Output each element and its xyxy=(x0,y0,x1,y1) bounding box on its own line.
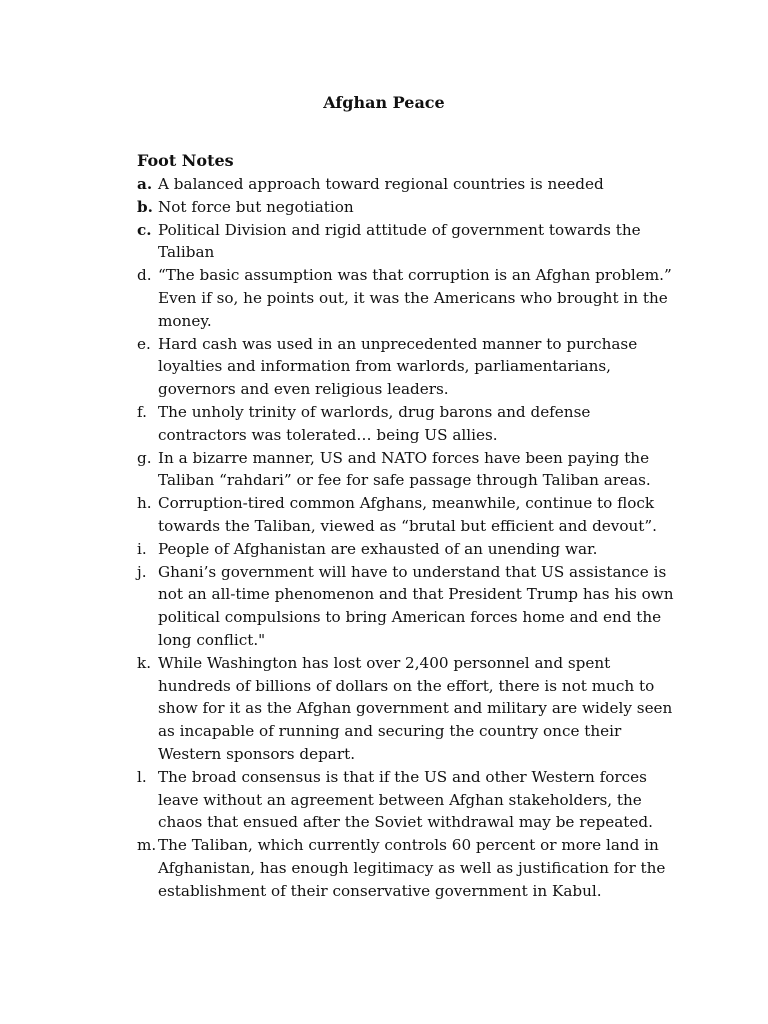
list-item-text: While Washington has lost over 2,400 personnel and spent hundreds of billions of dollars on the effort, there is not much to show for it as the Afghan government and military are widely seen as incapable of running and securing the country once their Western sponsors depart. xyxy=(158,653,673,763)
page-title: Afghan Peace xyxy=(323,93,445,112)
list-item-text: The broad consensus is that if the US and other Western forces leave without an agreement between Afghan stakeholders, the chaos that ensued after the Soviet withdrawal may be repeated. xyxy=(158,767,653,832)
list-item xyxy=(137,264,682,332)
list-item xyxy=(137,538,682,561)
list-marker: e. xyxy=(137,334,151,353)
list-item xyxy=(137,766,682,834)
list-item xyxy=(137,173,682,196)
list-marker: d. xyxy=(137,266,152,285)
list-item xyxy=(137,834,682,902)
list-marker: j. xyxy=(137,562,147,581)
section-heading: Foot Notes xyxy=(137,151,234,170)
list-item-text: A balanced approach toward regional countries is needed xyxy=(158,175,604,193)
list-marker: c. xyxy=(137,220,152,239)
list-item-text: The Taliban, which currently controls 60 percent or more land in Afghanistan, has enough legitimacy as well as justification for the establishment of their conservative government in Kabul. xyxy=(158,836,666,900)
list-item-text: Ghani’s government will have to understand that US assistance is not an all-time phenomenon and that President Trump has his own political compulsions to bring American forces home and end the long conflict." xyxy=(158,562,674,649)
list-item-text: Political Division and rigid attitude of government towards the Taliban xyxy=(158,220,641,262)
list-item xyxy=(137,196,682,219)
list-item-text: “The basic assumption was that corruption is an Afghan problem.” Even if so, he points out, it was the Americans who brought in the money. xyxy=(158,266,672,330)
list-marker: f. xyxy=(137,402,147,421)
list-marker: m. xyxy=(137,836,157,855)
list-item xyxy=(137,219,682,265)
list-item-text: Corruption-tired common Afghans, meanwhile, continue to flock towards the Taliban, viewed as “brutal but efficient and devout”. xyxy=(158,494,657,535)
list-marker: k. xyxy=(137,653,152,672)
list-item xyxy=(137,401,682,447)
list-marker: a. xyxy=(137,175,153,193)
list-item xyxy=(137,447,682,493)
list-item-text: Hard cash was used in an unprecedented manner to purchase loyalties and information from warlords, parliamentarians, governors and even religious leaders. xyxy=(158,334,638,399)
list-item-text: The unholy trinity of warlords, drug barons and defense contractors was tolerated… being US allies. xyxy=(158,402,591,444)
list-marker: b. xyxy=(137,197,153,216)
list-marker: h. xyxy=(137,494,152,513)
list-item-text: In a bizarre manner, US and NATO forces have been paying the Taliban “rahdari” or fee for safe passage through Taliban areas. xyxy=(158,448,651,490)
list-item-text: People of Afghanistan are exhausted of an unending war. xyxy=(158,539,598,558)
list-item xyxy=(137,492,682,538)
list-marker: g. xyxy=(137,448,152,467)
footnote-list xyxy=(137,173,682,903)
list-item xyxy=(137,333,682,401)
list-item xyxy=(137,652,682,766)
list-item xyxy=(137,561,682,652)
list-marker: i. xyxy=(137,539,147,558)
list-item-text: Not force but negotiation xyxy=(158,197,354,216)
list-marker: l. xyxy=(137,767,147,786)
